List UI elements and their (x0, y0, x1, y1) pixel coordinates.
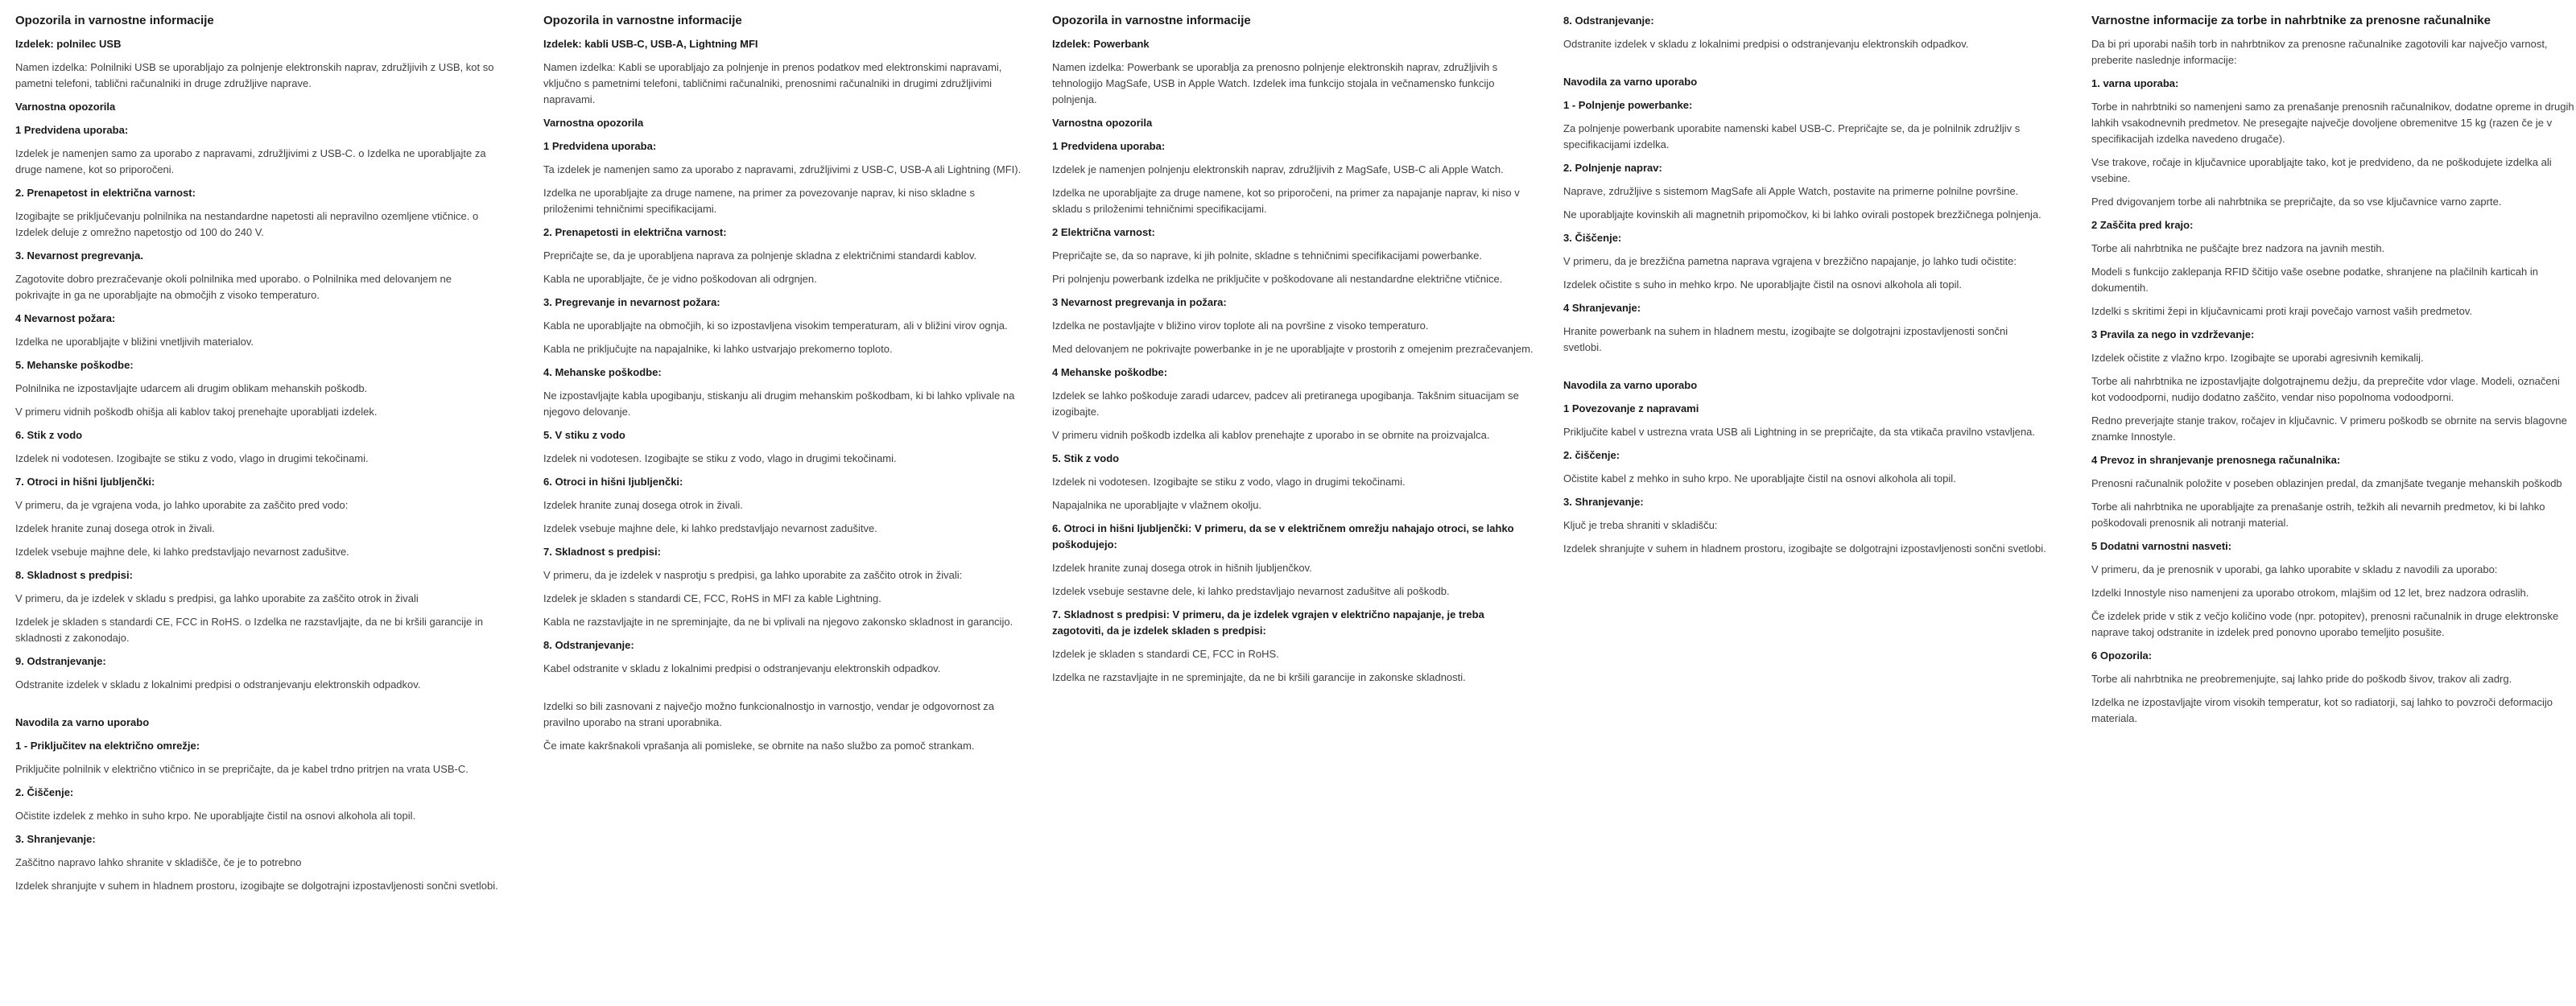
section-heading: 2 Zaščita pred krajo: (2091, 219, 2194, 231)
paragraph: Če izdelek pride v stik z večjo količino vode (npr. potopitev), prenosni računalnik in druge elektronske naprave takoj odstranite in izdelek pred ponovno uporabo temeljito posušite. (2091, 610, 2559, 638)
spacer (1563, 363, 2046, 377)
section-heading: Navodila za varno uporabo (15, 716, 150, 728)
section-heading: 3. Pregrevanje in nevarnost požara: (543, 296, 720, 308)
paragraph: Napajalnika ne uporabljajte v vlažnem okolju. (1052, 499, 1262, 511)
section-heading: Izdelek: kabli USB-C, USB-A, Lightning MFI (543, 38, 758, 50)
paragraph: Izdelek vsebuje majhne dele, ki lahko predstavljajo nevarnost zadušitve. (543, 522, 877, 534)
paragraph: Izdelek vsebuje sestavne dele, ki lahko predstavljajo nevarnost zadušitve ali poškodb. (1052, 585, 1450, 597)
paragraph: Izdelek ni vodotesen. Izogibajte se stiku z vodo, vlago in drugimi tekočinami. (543, 452, 897, 464)
paragraph: Izdelek je skladen s standardi CE, FCC, RoHS in MFI za kable Lightning. (543, 592, 881, 604)
paragraph: Torbe in nahrbtniki so namenjeni samo za prenašanje prenosnih računalnikov, dodatne opreme in drugih lahkih vsakodnevnih predmetov. Ne presegajte največje dovoljene obremenitve 15 kg (razen če je v specifikacijah izdelka navedeno drugače). (2091, 101, 2574, 145)
paragraph: Izdelek je skladen s standardi CE, FCC in RoHS. o Izdelka ne razstavljajte, da ne bi kršili garancije in skladnosti z zakonodajo. (15, 616, 483, 644)
document-title: Opozorila in varnostne informacije (543, 14, 742, 27)
section-heading: 1 Predvidena uporaba: (1052, 140, 1166, 152)
paragraph: Priključite polnilnik v električno vtičnico in se prepričajte, da je kabel trdno pritrjen na vrata USB-C. (15, 763, 469, 775)
paragraph: Izdelek hranite zunaj dosega otrok in hišnih ljubljenčkov. (1052, 562, 1312, 574)
paragraph: Ta izdelek je namenjen samo za uporabo z napravami, združljivimi z USB-C, USB-A ali Lightning (MFI). (543, 163, 1022, 175)
paragraph: Torbe ali nahrbtnika ne izpostavljajte dolgotrajnemu dežju, da preprečite vdor vlage. Modeli, označeni kot vodoodporni, nudijo dodatno zaščito, vendar niso popolnoma vodoodporni. (2091, 375, 2560, 403)
section-heading: Varnostna opozorila (543, 117, 644, 129)
paragraph: Torbe ali nahrbtnika ne puščajte brez nadzora na javnih mestih. (2091, 242, 2385, 254)
section-heading: 1 - Priključitev na električno omrežje: (15, 740, 200, 752)
section-heading: 4 Shranjevanje: (1563, 302, 1641, 314)
section-heading: 1 Predvidena uporaba: (543, 140, 657, 152)
section-heading: 5. Stik z vodo (1052, 452, 1120, 464)
spacer (1563, 60, 2046, 74)
section-heading: 7. Skladnost s predpisi: (543, 546, 661, 558)
paragraph: Očistite izdelek z mehko in suho krpo. Ne uporabljajte čistil na osnovi alkohola ali topil. (15, 810, 416, 822)
paragraph: Med delovanjem ne pokrivajte powerbanke in je ne uporabljajte v prostorih z omejenim prezračevanjem. (1052, 343, 1534, 355)
paragraph: Za polnjenje powerbank uporabite namenski kabel USB-C. Prepričajte se, da je polnilnik združljiv s specifikacijami izdelka. (1563, 122, 2021, 150)
section-heading: 5 Dodatni varnostni nasveti: (2091, 540, 2232, 552)
paragraph: Kabla ne uporabljajte na območjih, ki so izpostavljena visokim temperaturam, ali v bližini virov ognja. (543, 320, 1008, 332)
paragraph: Da bi pri uporabi naših torb in nahrbtnikov za prenosne računalnike zagotovili kar največjo varnost, preberite naslednje informacije: (2091, 38, 2548, 66)
paragraph: Izdelka ne uporabljajte za druge namene, na primer za povezovanje naprav, ki niso skladne s priloženimi tehničnimi specifikacijami. (543, 187, 975, 215)
paragraph: Izdelka ne razstavljajte in ne spreminjajte, da ne bi kršili garancije in zakonske skladnosti. (1052, 671, 1466, 683)
paragraph: Namen izdelka: Powerbank se uporablja za prenosno polnjenje elektronskih naprav, združljivih s tehnologijo MagSafe, USB in Apple Watch. Izdelek ima funkcijo stojala in večnamensko funkcijo polnjenja. (1052, 61, 1498, 105)
paragraph: Izdelek je skladen s standardi CE, FCC in RoHS. (1052, 648, 1279, 660)
paragraph: Torbe ali nahrbtnika ne uporabljajte za prenašanje ostrih, težkih ali nevarnih predmetov, ki bi lahko poškodovali prenosnik ali notranji material. (2091, 501, 2545, 529)
section-heading: 8. Odstranjevanje: (1563, 14, 1654, 27)
section-heading: 9. Odstranjevanje: (15, 655, 106, 667)
section-heading: Navodila za varno uporabo (1563, 76, 1698, 88)
paragraph: Priključite kabel v ustrezna vrata USB ali Lightning in se prepričajte, da sta vtikača pravilno vstavljena. (1563, 426, 2036, 438)
paragraph: Izdelek ni vodotesen. Izogibajte se stiku z vodo, vlago in drugimi tekočinami. (15, 452, 369, 464)
paragraph: Ne uporabljajte kovinskih ali magnetnih pripomočkov, ki bi lahko ovirali postopek brezžičnega polnjenja. (1563, 208, 2041, 221)
paragraph: Prenosni računalnik položite v poseben oblazinjen predal, da zmanjšate tveganje mehanskih poškodb (2091, 477, 2562, 489)
paragraph: Izdelka ne uporabljajte za druge namene, kot so priporočeni, na primer za napajanje naprav, ki niso v skladu s priloženimi tehničnimi specifikacijami. (1052, 187, 1520, 215)
paragraph: Hranite powerbank na suhem in hladnem mestu, izogibajte se dolgotrajni izpostavljenosti sončni svetlobi. (1563, 325, 2008, 353)
paragraph: Naprave, združljive s sistemom MagSafe ali Apple Watch, postavite na primerne polnilne površine. (1563, 185, 2019, 197)
paragraph: Zagotovite dobro prezračevanje okoli polnilnika med uporabo. o Polnilnika med delovanjem ne pokrivajte in ga ne uporabljajte na območjih z visoko temperaturo. (15, 273, 452, 301)
paragraph: Kabla ne uporabljajte, če je vidno poškodovan ali odrgnjen. (543, 273, 817, 285)
section-heading: 5. Mehanske poškodbe: (15, 359, 134, 371)
paragraph: Kabla ne priključujte na napajalnike, ki lahko ustvarjajo prekomerno toploto. (543, 343, 893, 355)
paragraph: Izogibajte se priključevanju polnilnika na nestandardne napetosti ali nepravilno ozemljene vtičnice. o Izdelek deluje z omrežno napetostjo od 100 do 240 V. (15, 210, 479, 238)
paragraph: Izdelek hranite zunaj dosega otrok in živali. (15, 522, 215, 534)
section-heading: Varnostna opozorila (1052, 117, 1153, 129)
document-title: Opozorila in varnostne informacije (15, 14, 214, 27)
section-heading: 7. Otroci in hišni ljubljenčki: (15, 476, 155, 488)
paragraph: V primeru vidnih poškodb ohišja ali kablov takoj prenehajte uporabljati izdelek. (15, 406, 378, 418)
section-heading: 8. Odstranjevanje: (543, 639, 634, 651)
section-heading: 6. Stik z vodo (15, 429, 83, 441)
section-heading: 6 Opozorila: (2091, 649, 2153, 662)
section-heading: 1. varna uporaba: (2091, 77, 2179, 89)
paragraph: Prepričajte se, da so naprave, ki jih polnite, skladne s tehničnimi specifikacijami powerbanke. (1052, 249, 1482, 262)
paragraph: Očistite kabel z mehko in suho krpo. Ne uporabljajte čistil na osnovi alkohola ali topil. (1563, 472, 1956, 484)
paragraph: Izdelek hranite zunaj dosega otrok in živali. (543, 499, 743, 511)
column-powerbank (1052, 13, 1535, 693)
paragraph: Izdelka ne postavljajte v bližino virov toplote ali na površine z visoko temperaturo. (1052, 320, 1429, 332)
paragraph: Izdelek se lahko poškoduje zaradi udarcev, padcev ali pretiranega upogibanja. Takšnim situacijam se izogibajte. (1052, 390, 1519, 418)
paragraph: Ne izpostavljajte kabla upogibanju, stiskanju ali drugim mehanskim poškodbam, ki bi lahko vplivale na njegovo delovanje. (543, 390, 1015, 418)
section-heading: 2. Prenapetost in električna varnost: (15, 187, 196, 199)
section-heading: 5. V stiku z vodo (543, 429, 625, 441)
section-heading: 2 Električna varnost: (1052, 226, 1155, 238)
section-heading: Izdelek: Powerbank (1052, 38, 1150, 50)
section-heading: 6. Otroci in hišni ljubljenčki: (543, 476, 683, 488)
section-heading: 4 Mehanske poškodbe: (1052, 366, 1168, 378)
section-heading: 7. Skladnost s predpisi: V primeru, da je izdelek vgrajen v električno napajanje, je treba zagotoviti, da je izdelek skladen s predpisi: (1052, 608, 1484, 637)
section-heading: Navodila za varno uporabo (1563, 379, 1698, 391)
section-heading: 3. Shranjevanje: (15, 833, 96, 845)
paragraph: Izdelek je namenjen polnjenju elektronskih naprav, združljivih z MagSafe, USB-C ali Apple Watch. (1052, 163, 1504, 175)
section-heading: 2. Prenapetosti in električna varnost: (543, 226, 727, 238)
document-title: Opozorila in varnostne informacije (1052, 14, 1251, 27)
paragraph: Torbe ali nahrbtnika ne preobremenjujte, saj lahko pride do poškodb šivov, trakov ali zadrg. (2091, 673, 2512, 685)
paragraph: Izdelek očistite s suho in mehko krpo. Ne uporabljajte čistil na osnovi alkohola ali topil. (1563, 278, 1962, 291)
paragraph: Modeli s funkcijo zaklepanja RFID ščitijo vaše osebne podatke, shranjene na plačilnih karticah in dokumentih. (2091, 266, 2538, 294)
paragraph: Polnilnika ne izpostavljajte udarcem ali drugim oblikam mehanskih poškodb. (15, 382, 368, 394)
column-laptop-bags (2091, 13, 2574, 734)
section-heading: 8. Skladnost s predpisi: (15, 569, 133, 581)
section-heading: Varnostna opozorila (15, 101, 116, 113)
paragraph: Vse trakove, ročaje in ključavnice uporabljajte tako, kot je predvideno, da ne poškodujete izdelka ali vsebine. (2091, 156, 2552, 184)
paragraph: V primeru, da je izdelek v skladu s predpisi, ga lahko uporabite za zaščito otrok in živali (15, 592, 419, 604)
paragraph: Izdelek shranjujte v suhem in hladnem prostoru, izogibajte se dolgotrajni izpostavljenosti sončni svetlobi. (15, 880, 498, 892)
section-heading: 3. Shranjevanje: (1563, 496, 1644, 508)
section-heading: 6. Otroci in hišni ljubljenčki: V primeru, da se v električnem omrežju nahajajo otroci, se lahko poškodujejo: (1052, 522, 1514, 550)
paragraph: V primeru, da je izdelek v nasprotju s predpisi, ga lahko uporabite za zaščito otrok in živali: (543, 569, 963, 581)
spacer (15, 700, 498, 715)
paragraph: Ključ je treba shraniti v skladišču: (1563, 519, 1718, 531)
paragraph: Namen izdelka: Polnilniki USB se uporabljajo za polnjenje elektronskih naprav, združljivih z USB, kot so pametni telefoni, tablični računalniki in druge združljive naprave. (15, 61, 494, 89)
paragraph: V primeru, da je vgrajena voda, jo lahko uporabite za zaščito pred vodo: (15, 499, 349, 511)
paragraph: Zaščitno napravo lahko shranite v skladišče, če je to potrebno (15, 856, 302, 868)
paragraph: Izdelka ne izpostavljajte virom visokih temperatur, kot so radiatorji, saj lahko to povzroči deformacijo materiala. (2091, 696, 2553, 724)
section-heading: 3 Pravila za nego in vzdrževanje: (2091, 328, 2255, 340)
paragraph: Odstranite izdelek v skladu z lokalnimi predpisi o odstranjevanju elektronskih odpadkov. (15, 678, 421, 691)
paragraph: V primeru, da je brezžična pametna naprava vgrajena v brezžično napajanje, jo lahko tudi očistite: (1563, 255, 2017, 267)
section-heading: 1 Predvidena uporaba: (15, 124, 129, 136)
paragraph: Redno preverjajte stanje trakov, ročajev in ključavnic. V primeru poškodb se obrnite na servis blagovne znamke Innostyle. (2091, 414, 2567, 443)
spacer (543, 684, 1026, 699)
paragraph: Odstranite izdelek v skladu z lokalnimi predpisi o odstranjevanju elektronskih odpadkov. (1563, 38, 1969, 50)
paragraph: Izdelki s skritimi žepi in ključavnicami proti kraji povečajo varnost vaših predmetov. (2091, 305, 2472, 317)
column-cables (543, 13, 1026, 761)
paragraph: Izdelek ni vodotesen. Izogibajte se stiku z vodo, vlago in drugimi tekočinami. (1052, 476, 1406, 488)
section-heading: 1 Povezovanje z napravami (1563, 402, 1699, 414)
section-heading: 4 Prevoz in shranjevanje prenosnega računalnika: (2091, 454, 2341, 466)
section-heading: 4. Mehanske poškodbe: (543, 366, 662, 378)
paragraph: Izdelka ne uporabljajte v bližini vnetljivih materialov. (15, 336, 254, 348)
paragraph: Če imate kakršnakoli vprašanja ali pomisleke, se obrnite na našo službo za pomoč strankam. (543, 740, 975, 752)
paragraph: Izdelek shranjujte v suhem in hladnem prostoru, izogibajte se dolgotrajni izpostavljenosti sončni svetlobi. (1563, 542, 2046, 555)
paragraph: Izdelek je namenjen samo za uporabo z napravami, združljivimi z USB-C. o Izdelka ne uporabljajte za druge namene, kot so priporočeni. (15, 147, 486, 175)
section-heading: 4 Nevarnost požara: (15, 312, 116, 324)
section-heading: 3. Čiščenje: (1563, 232, 1622, 244)
section-heading: 3 Nevarnost pregrevanja in požara: (1052, 296, 1227, 308)
paragraph: Prepričajte se, da je uporabljena naprava za polnjenje skladna z električnimi standardi kablov. (543, 249, 977, 262)
paragraph: V primeru vidnih poškodb izdelka ali kablov prenehajte z uporabo in se obrnite na proizvajalca. (1052, 429, 1490, 441)
section-heading: 3. Nevarnost pregrevanja. (15, 249, 143, 262)
paragraph: Izdelki so bili zasnovani z največjo možno funkcionalnostjo in varnostjo, vendar je odgovornost za pravilno uporabo na strani uporabnika. (543, 700, 995, 728)
section-heading: Izdelek: polnilec USB (15, 38, 122, 50)
paragraph: V primeru, da je prenosnik v uporabi, ga lahko uporabite v skladu z navodili za uporabo: (2091, 563, 2498, 575)
paragraph: Izdelek vsebuje majhne dele, ki lahko predstavljajo nevarnost zadušitve. (15, 546, 349, 558)
paragraph: Pred dvigovanjem torbe ali nahrbtnika se prepričajte, da so vse ključavnice varno zaprte. (2091, 196, 2502, 208)
paragraph: Pri polnjenju powerbank izdelka ne priključite v poškodovane ali nestandardne električne vtičnice. (1052, 273, 1503, 285)
paragraph: Kabla ne razstavljajte in ne spreminjajte, da ne bi vplivali na njegovo zakonsko skladnost in garancijo. (543, 616, 1013, 628)
document-title: Varnostne informacije za torbe in nahrbtnike za prenosne računalnike (2091, 14, 2491, 27)
paragraph: Namen izdelka: Kabli se uporabljajo za polnjenje in prenos podatkov med elektronskimi napravami, vključno s pametnimi telefoni, tabličnimi računalniki, prenosnimi računalniki in drugimi združljivimi napravami. (543, 61, 1002, 105)
paragraph: Izdelek očistite z vlažno krpo. Izogibajte se uporabi agresivnih kemikalij. (2091, 352, 2424, 364)
paragraph: Kabel odstranite v skladu z lokalnimi predpisi o odstranjevanju elektronskih odpadkov. (543, 662, 941, 674)
section-heading: 2. čiščenje: (1563, 449, 1620, 461)
section-heading: 2. Polnjenje naprav: (1563, 162, 1662, 174)
column-powerbank-instructions (1563, 13, 2046, 564)
column-usb-charger (15, 13, 498, 901)
section-heading: 2. Čiščenje: (15, 786, 74, 798)
paragraph: Izdelki Innostyle niso namenjeni za uporabo otrokom, mlajšim od 12 let, brez nadzora odraslih. (2091, 587, 2529, 599)
section-heading: 1 - Polnjenje powerbanke: (1563, 99, 1693, 111)
